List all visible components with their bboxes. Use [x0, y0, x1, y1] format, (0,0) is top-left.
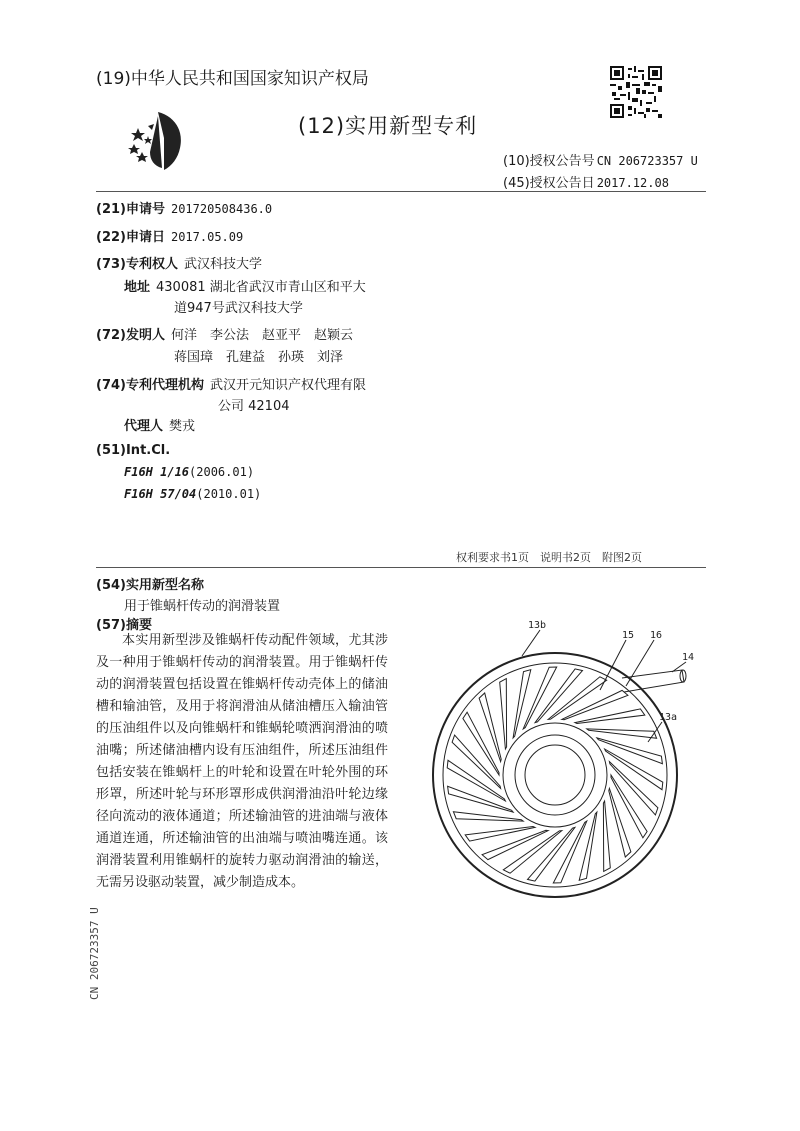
ipc-entry: [124, 487, 261, 502]
impeller-blade: [448, 786, 513, 812]
impeller-figure: [410, 610, 710, 900]
agent-value: 樊戎: [169, 419, 196, 434]
cnipa-logo: [128, 108, 194, 172]
impeller-blade: [609, 788, 631, 857]
section-rule: [96, 567, 706, 568]
ipc-code: F16H 1/16: [124, 465, 190, 479]
application-date: [96, 226, 243, 245]
impeller-blade: [447, 760, 505, 801]
impeller-blade: [479, 693, 501, 762]
title-label-text: (54)实用新型名称: [96, 578, 204, 593]
figure-label: 15: [622, 630, 635, 641]
agency-line-1: 武汉开元知识产权代理有限: [209, 378, 366, 393]
patentee-label: (73)专利权人: [96, 257, 178, 272]
ipc-code: F16H 57/04: [124, 487, 197, 501]
side-publication-number: CN 206723357 U: [88, 907, 101, 1000]
impeller-blade: [453, 812, 523, 821]
utility-model-title: 用于锥蜗杆传动的润滑装置: [124, 599, 281, 614]
impeller-blade: [611, 775, 647, 838]
hub-middle: [515, 735, 595, 815]
hub-inner: [525, 745, 585, 805]
impeller-blade: [548, 677, 607, 720]
document-type: (12)实用新型专利: [298, 114, 478, 138]
application-number-value: 201720508436.0: [170, 202, 273, 216]
inventors-label: (72)发明人: [96, 328, 165, 343]
ipc-version: (2010.01): [196, 487, 262, 501]
application-number: [96, 198, 272, 217]
header-rule: [96, 191, 706, 192]
impeller-blade: [579, 812, 597, 880]
patentee: [96, 253, 262, 272]
publication-number-label: (10)授权公告号: [503, 154, 595, 169]
qr-code: [610, 66, 662, 118]
impeller-blade: [597, 738, 663, 764]
abstract-label-text: (57)摘要: [96, 618, 152, 633]
impeller-blade: [587, 729, 657, 738]
leader-line: [600, 640, 626, 690]
inventors: [96, 324, 353, 343]
agency: [96, 374, 366, 393]
impeller-blade: [513, 670, 531, 738]
application-date-value: 2017.05.09: [170, 230, 244, 244]
leader-line: [626, 640, 654, 686]
figure-label: 13b: [528, 620, 547, 631]
publication-date-value: 2017.12.08: [596, 176, 669, 190]
publication-date-label: (45)授权公告日: [503, 176, 595, 191]
leader-line: [522, 630, 540, 656]
impeller-blade: [500, 679, 507, 749]
impeller-blade: [463, 712, 499, 775]
impeller-blade: [503, 831, 562, 874]
figure-label: 14: [682, 652, 695, 663]
figure-label: 16: [650, 630, 663, 641]
publication-date: [503, 172, 669, 191]
page-counts: 权利要求书1页 说明书2页 附图2页: [456, 551, 642, 564]
int-cl-label-text: (51)Int.Cl.: [96, 443, 171, 458]
address-line-2: 道947号武汉科技大学: [174, 301, 303, 316]
application-number-label: (21)申请号: [96, 202, 165, 217]
agency-line-2: 公司 42104: [218, 399, 290, 414]
publication-number: [503, 150, 698, 169]
impeller-blade: [603, 801, 610, 871]
inventors-line-1: 何洋 李公法 赵亚平 赵颖云: [170, 328, 353, 343]
ipc-entry: [124, 465, 254, 480]
agent-label: 代理人: [124, 419, 164, 434]
application-date-label: (22)申请日: [96, 230, 165, 245]
hub-outer: [503, 723, 607, 827]
ipc-version: (2006.01): [189, 465, 255, 479]
office-name: (19)中华人民共和国国家知识产权局: [96, 69, 369, 89]
figure-label: 13a: [659, 712, 678, 723]
address-line-1: 430081 湖北省武汉市青山区和平大: [156, 280, 366, 295]
impeller-blade: [605, 749, 663, 790]
inventors-line-2: 蒋国璋 孔建益 孙瑛 刘泽: [174, 350, 344, 365]
title-label: [96, 574, 204, 593]
agent: [124, 415, 195, 434]
publication-number-value: CN 206723357 U: [596, 154, 698, 168]
address-label: 地址: [124, 280, 151, 295]
abstract-text: 本实用新型涉及锥蜗杆传动配件领域，尤其涉及一种用于锥蜗杆传动的润滑装置。用于锥蜗杆传动的润滑装置包括设置在锥蜗杆传动壳体上的储油槽和输油管，及用于将润滑油从储油槽压入输油管的压油组件以及向锥蜗杆和锥蜗轮喷洒润滑油的喷油嘴；所述储油槽内设有压油组件，所述压油组件包括安装在锥蜗杆上的叶轮和设置在叶轮外围的环形罩，所述叶轮与环形罩形成供润滑油沿叶轮边缘径向流动的液体通道；所述输油管的进油端与液体通道连通，所述输油管的出油端与喷油嘴连通。该润滑装置利用锥蜗杆的旋转力驱动润滑油的输送，无需另设驱动装置，减少制造成本。: [96, 633, 388, 890]
address: [124, 276, 366, 295]
agency-label: (74)专利代理机构: [96, 378, 204, 393]
int-cl-label: [96, 443, 170, 458]
patentee-value: 武汉科技大学: [183, 257, 262, 272]
